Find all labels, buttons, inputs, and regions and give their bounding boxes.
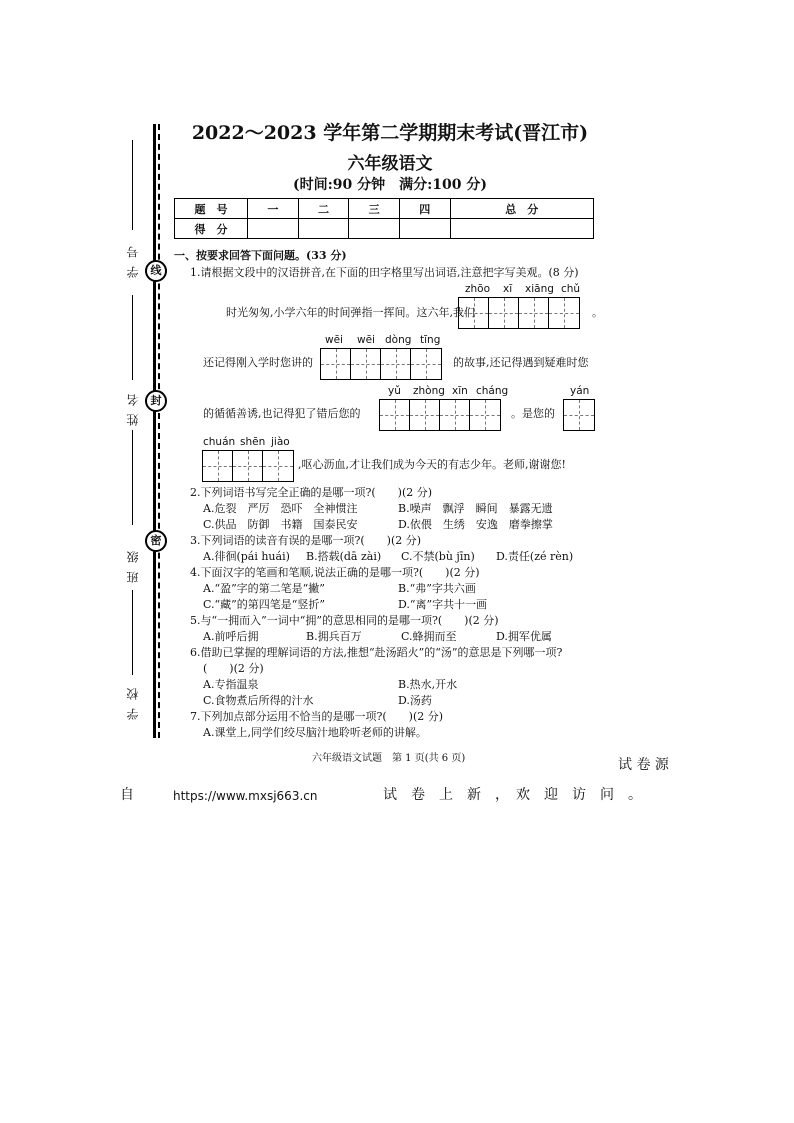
field-line xyxy=(132,140,133,230)
score-cell xyxy=(450,219,594,239)
pinyin: cháng xyxy=(476,385,509,397)
pinyin: chǔ xyxy=(561,283,581,295)
exam-meta: (时间:90 分钟 满分:100 分) xyxy=(292,177,488,193)
label-name: 姓名 xyxy=(126,386,140,426)
q2-prompt: 2.下列词语书写完全正确的是哪一项?( )(2 分) xyxy=(190,486,433,499)
passage-line: 。是您的 xyxy=(511,407,555,420)
exam-subtitle: 六年级语文 xyxy=(347,154,433,174)
passage-line: 时光匆匆,小学六年的时间弹指一挥间。这六年,我们 xyxy=(226,306,475,319)
exam-title: 2022～2023 学年第二学期期末考试(晋江市) xyxy=(191,122,589,144)
pinyin: shēn xyxy=(240,436,266,448)
tianzige-grid[interactable] xyxy=(563,399,595,431)
pinyin: jiào xyxy=(271,436,290,448)
score-header-cell: 三 xyxy=(349,199,400,219)
option-a: A.专指温泉 xyxy=(203,678,259,691)
option-a: A.课堂上,同学们绞尽脑汁地聆听老师的讲解。 xyxy=(203,726,427,739)
score-header-cell: 一 xyxy=(248,199,299,219)
score-table xyxy=(174,198,594,239)
q1-prompt: 1.请根据文段中的汉语拼音,在下面的田字格里写出词语,注意把字写美观。(8 分) xyxy=(190,266,579,279)
option-b: B.噪声 飘浮 瞬间 暴露无遗 xyxy=(398,502,553,515)
pinyin: zhōo xyxy=(465,283,491,295)
pinyin: wēi xyxy=(357,334,375,346)
passage-line: 的循循善诱,也记得犯了错后您的 xyxy=(203,407,361,420)
label-school: 学校 xyxy=(126,680,140,720)
passage-line: 的故事,还记得遇到疑难时您 xyxy=(453,356,589,369)
option-a: A.徘徊(pái huái) xyxy=(203,550,290,563)
option-b: B.拥兵百万 xyxy=(306,630,362,643)
passage-line: ,呕心沥血,才让我们成为今天的有志少年。老师,谢谢您! xyxy=(298,458,566,471)
q6-prompt-cont: ( )(2 分) xyxy=(203,662,264,675)
field-line xyxy=(132,295,133,380)
score-header-cell: 二 xyxy=(298,199,349,219)
option-d: D.责任(zé rèn) xyxy=(496,550,574,563)
section-heading: 一、按要求回答下面问题。(33 分) xyxy=(174,249,347,262)
tianzige-grid[interactable] xyxy=(202,450,294,482)
option-d: D.拥军优属 xyxy=(496,630,552,643)
pinyin: zhòng xyxy=(413,385,445,397)
option-b: B.搭载(dā zài) xyxy=(306,550,382,563)
score-cell xyxy=(349,219,400,239)
pinyin: yǔ xyxy=(388,385,401,397)
pinyin: wēi xyxy=(325,334,343,346)
score-cell xyxy=(399,219,450,239)
tianzige-grid[interactable] xyxy=(379,399,501,431)
tianzige-grid[interactable] xyxy=(320,348,442,380)
notice-text: 试 卷 上 新 ， 欢 迎 访 问 。 xyxy=(383,787,642,803)
pinyin: yán xyxy=(570,385,590,397)
option-d: D.“离”字共十一画 xyxy=(398,598,488,611)
seal-feng: 封 xyxy=(145,390,167,412)
option-b: B.热水,开水 xyxy=(398,678,458,691)
field-line xyxy=(132,430,133,525)
score-header-cell: 四 xyxy=(399,199,450,219)
passage-punct: 。 xyxy=(592,306,603,319)
binding-line xyxy=(153,124,156,738)
tianzige-grid[interactable] xyxy=(458,297,580,329)
page-number: 六年级语文试题 第 1 页(共 6 页) xyxy=(312,753,466,764)
q7-prompt: 7.下列加点部分运用不恰当的是哪一项?( )(2 分) xyxy=(190,710,444,723)
seal-mi: 密 xyxy=(145,530,167,552)
option-c: C.供品 防御 书籍 国泰民安 xyxy=(203,518,358,531)
option-d: D.汤药 xyxy=(398,694,432,707)
label-student-id: 学号 xyxy=(126,238,140,278)
pinyin: xīn xyxy=(452,385,468,397)
option-b: B.“弗”字共六画 xyxy=(398,582,476,595)
site-link[interactable]: https://www.mxsj663.cn xyxy=(173,789,318,803)
q6-prompt: 6.借助已掌握的理解词语的方法,推想“赴汤蹈火”的“汤”的意思是下列哪一项? xyxy=(190,646,563,659)
score-header-cell: 题 号 xyxy=(175,199,248,219)
pinyin: chuán xyxy=(203,436,236,448)
pinyin: tīng xyxy=(420,334,441,346)
field-line xyxy=(132,590,133,675)
option-c: C.蜂拥而至 xyxy=(401,630,457,643)
from-label: 自 xyxy=(120,787,134,803)
option-a: A.前呼后拥 xyxy=(203,630,259,643)
pinyin: xiāng xyxy=(525,283,554,295)
score-cell xyxy=(298,219,349,239)
score-cell xyxy=(248,219,299,239)
passage-line: 还记得刚入学时您讲的 xyxy=(203,356,313,369)
pinyin: xī xyxy=(503,283,513,295)
label-class: 班级 xyxy=(126,543,140,583)
q5-prompt: 5.与“一拥而入”一词中“拥”的意思相同的是哪一项?( )(2 分) xyxy=(190,614,499,627)
source-label: 试 卷 源 xyxy=(618,757,669,773)
score-header-cell: 总 分 xyxy=(450,199,594,219)
q3-prompt: 3.下列词语的读音有误的是哪一项?( )(2 分) xyxy=(190,534,422,547)
option-a: A.“盈”字的第二笔是“撇” xyxy=(203,582,325,595)
option-a: A.危裂 严厉 恐吓 全神惯注 xyxy=(203,502,358,515)
seal-xian: 线 xyxy=(145,260,167,282)
option-d: D.依偎 生绣 安逸 磨拳擦掌 xyxy=(398,518,553,531)
q4-prompt: 4.下面汉字的笔画和笔顺,说法正确的是哪一项?( )(2 分) xyxy=(190,566,480,579)
option-c: C.不禁(bù jīn) xyxy=(401,550,475,563)
pinyin: dòng xyxy=(385,334,412,346)
option-c: C.“藏”的第四笔是“竖折” xyxy=(203,598,326,611)
binding-dash xyxy=(158,124,160,738)
option-c: C.食物煮后所得的汁水 xyxy=(203,694,314,707)
score-label-cell: 得 分 xyxy=(175,219,248,239)
